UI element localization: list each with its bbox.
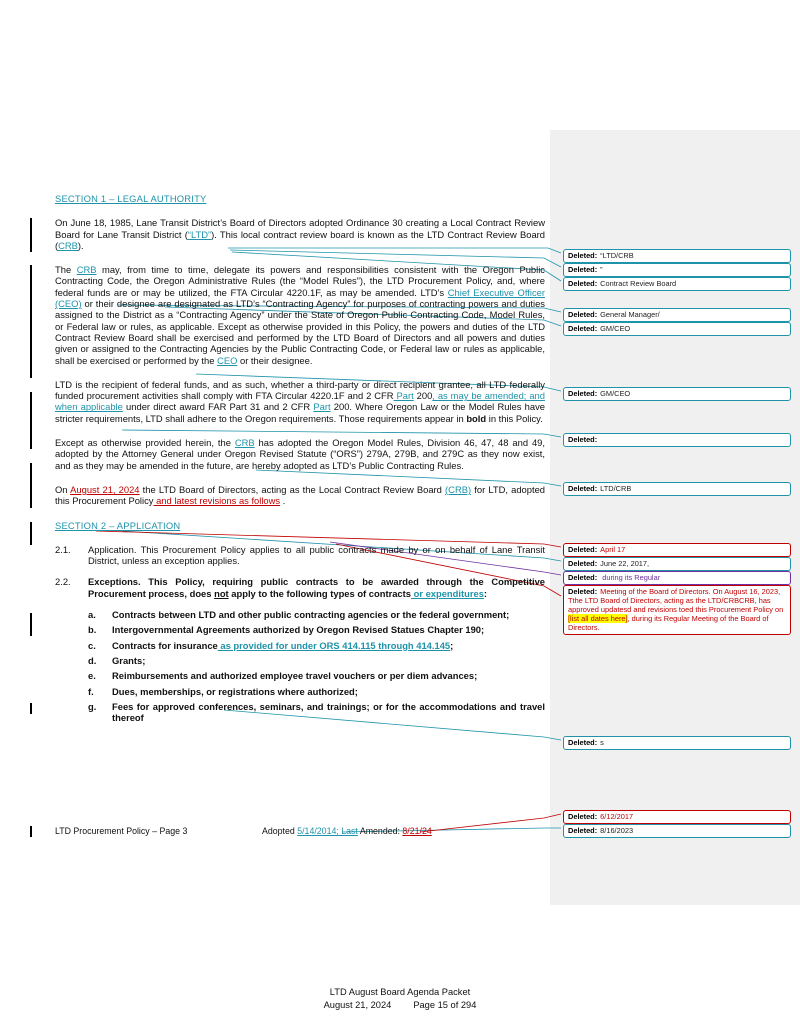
deleted-label: Deleted: — [568, 435, 598, 444]
paragraph-4: Except as otherwise provided herein, the CRB has adopted the Oregon Model Rules, Division 46, 47, 48 and 49, adopted by the Attorney General under Oregon Revised Statute (“ORS”) 279A, 279B, and 279C as they now exist, and as they may be amended in the future, are hereby adopted as LTD’s Public Contracting Rules. — [55, 437, 545, 471]
deleted-label: Deleted: — [568, 573, 598, 582]
section-1-heading: SECTION 1 – LEGAL AUTHORITY — [55, 193, 207, 204]
paragraph-1: On June 18, 1985, Lane Transit District’s Board of Directors adopted Ordinance 30 creating a Local Contract Review Board for Lane Transit District (“LTD”). This local contract review board is known as the LTD Contract Review Board (CRB). — [55, 217, 545, 251]
deleted-label: Deleted: — [568, 251, 598, 260]
deleted-callout-13[interactable] — [563, 736, 791, 750]
deleted-label: Deleted: — [568, 389, 598, 398]
item-text: Exceptions. This Policy, requiring public contracts to be awarded through the Competitive Procurement process, does not apply to the following types of contracts or expenditures: — [88, 576, 545, 599]
packet-date: August 21, 2024 — [323, 999, 392, 1010]
packet-title: LTD August Board Agenda Packet — [329, 987, 471, 997]
list-text: Contracts for insurance as provided for under ORS 414.115 through 414.145; — [112, 639, 454, 651]
deleted-callout-1[interactable] — [563, 249, 791, 263]
change-bar — [30, 613, 32, 636]
deleted-label: Deleted: — [568, 484, 598, 493]
deleted-label: Deleted: — [568, 738, 598, 747]
deleted-text: Contract Review Board — [600, 279, 677, 288]
deleted-callout-11[interactable] — [563, 571, 791, 585]
deleted-callout-5[interactable] — [563, 322, 791, 336]
change-bar — [30, 703, 32, 714]
deleted-callout-9[interactable] — [563, 543, 791, 557]
paragraph-5: On August 21, 2024 the LTD Board of Directors, acting as the Local Contract Review Board (CRB) for LTD, adopted this Procurement Policy and latest revisions as follows . — [55, 483, 545, 507]
deleted-text: 6/12/2017 — [600, 812, 634, 821]
list-letter: d. — [88, 654, 97, 666]
item-number: 2.1. — [55, 543, 71, 555]
list-item-d — [88, 655, 545, 666]
item-number: 2.2. — [55, 576, 71, 588]
item-2-2 — [55, 576, 545, 599]
packet-page-number: Page 15 of 294 — [413, 999, 477, 1010]
section-2-heading: SECTION 2 – APPLICATION — [55, 519, 181, 531]
deleted-text: April 17 — [600, 545, 626, 554]
deleted-label: Deleted: — [568, 310, 598, 319]
list-letter: f. — [88, 685, 94, 697]
list-item-a — [88, 609, 545, 620]
list-letter: e. — [88, 670, 96, 682]
footer-doc-title: LTD Procurement Policy – Page 3 — [55, 826, 188, 836]
deleted-label: Deleted: — [568, 324, 598, 333]
footer-adopted-text: Adopted 5/14/2014; Last Amended: 8/21/24 — [262, 826, 432, 836]
change-bar — [30, 392, 32, 449]
change-bar — [30, 463, 32, 508]
list-text: Intergovernmental Agreements authorized by Oregon Revised Statues Chapter 190; — [112, 624, 485, 636]
deleted-callout-3[interactable] — [563, 277, 791, 291]
list-item-c — [88, 640, 545, 651]
deleted-callout-8[interactable] — [563, 482, 791, 496]
deleted-text: GM/CEO — [600, 324, 631, 333]
deleted-label: Deleted: — [568, 812, 598, 821]
deleted-text: General Manager/ — [600, 310, 660, 319]
change-bar — [30, 265, 32, 378]
deleted-callout-4[interactable] — [563, 308, 791, 322]
deleted-callout-2[interactable] — [563, 263, 791, 277]
deleted-label: Deleted: — [568, 279, 598, 288]
deleted-text: GM/CEO — [600, 389, 631, 398]
page-footer — [55, 826, 555, 837]
tracked-changes-margin — [550, 130, 800, 905]
change-bar — [30, 826, 32, 837]
deleted-label: Deleted: — [568, 559, 598, 568]
deleted-text: during its Regular — [600, 573, 661, 582]
document-body — [55, 193, 545, 727]
deleted-text: June 22, 2017, — [600, 559, 650, 568]
list-text: Contracts between LTD and other public contracting agencies or the federal government; — [112, 609, 510, 621]
list-text: Fees for approved conferences, seminars, and trainings; or for the accommodations and travel thereof — [112, 700, 545, 724]
deleted-callout-7[interactable] — [563, 433, 791, 447]
change-bar — [30, 522, 32, 545]
deleted-callout-14[interactable] — [563, 810, 791, 824]
deleted-callout-15[interactable] — [563, 824, 791, 838]
list-letter: g. — [88, 700, 97, 712]
list-item-f — [88, 686, 545, 697]
packet-footer — [0, 986, 800, 1011]
list-text: Grants; — [112, 654, 146, 666]
deleted-callout-12[interactable] — [563, 585, 791, 635]
paragraph-3: LTD is the recipient of federal funds, and as such, whether a third-party or direct recipient grantee, all LTD federally funded procurement activities shall comply with FTA Circular 4220.1F and 2 CFR Part 200, as may be amended; and when applicable under direct award FAR Part 31 and 2 CFR Part 200. Where Oregon Law or the Model Rules have stricter requirements, LTD shall adhere to the Oregon requirements. Those requirements appear in bold in this Policy. — [55, 378, 545, 424]
deleted-text: ” — [600, 265, 603, 274]
list-letter: a. — [88, 609, 96, 621]
list-item-e — [88, 670, 545, 681]
change-bar — [30, 218, 32, 252]
deleted-label: Deleted: — [568, 265, 598, 274]
item-2-1 — [55, 544, 545, 567]
list-item-g — [88, 701, 545, 724]
deleted-text: Meeting of the Board of Directors. On August 16, 2023, Tthe LTD Board of Directors, acting as the LTD/CRBCRB, has approved updatesd and revisions toed this Procurement Policy on [list all dates here], during its Regular Meeting of the Board of Directors. — [568, 587, 784, 632]
item-text: Application. This Procurement Policy applies to all public contracts made by or on behalf of Lane Transit District, unless an exception applies. — [88, 543, 545, 567]
deleted-text: 8/16/2023 — [600, 826, 634, 835]
list-text: Reimbursements and authorized employee travel vouchers or per diem advances; — [112, 670, 478, 682]
list-item-b — [88, 624, 545, 635]
deleted-callout-6[interactable] — [563, 387, 791, 401]
deleted-text: “LTD/CRB — [600, 251, 634, 260]
list-letter: c. — [88, 639, 96, 651]
deleted-text: s — [600, 738, 604, 747]
list-text: Dues, memberships, or registrations where authorized; — [112, 685, 358, 697]
paragraph-2: The CRB may, from time to time, delegate its powers and responsibilities consistent with the Oregon Public Contracting Code, the Oregon Administrative Rules (the “Model Rules”), the LTD Procurement Policy, and, where federal funds are or may be utilized, the FTA Circular 4220.1F, as may be amended. LTD’s Chief Executive Officer (CEO) or their designee are designated as LTD’s “Contracting Agency” for purposes of contracting powers and duties assigned to the District as a “Contracting Agency” under the State of Oregon Public Contracting Code, Model Rules, or Federal law or rules, as applicable. Except as otherwise provided in this Policy, the powers and duties of the LTD Contract Review Board shall be exercised and performed by the LTD Board of Directors and all powers and duties given or assigned to the Contracting Agencies by the Public Contracting Code, or Federal law or rules as applicable, shall be exercised or performed by the CEO or their designee. — [55, 264, 545, 366]
deleted-callout-10[interactable] — [563, 557, 791, 571]
list-letter: b. — [88, 624, 97, 636]
deleted-label: Deleted: — [568, 587, 598, 596]
deleted-text: LTD/CRB — [600, 484, 632, 493]
deleted-label: Deleted: — [568, 545, 598, 554]
deleted-label: Deleted: — [568, 826, 598, 835]
